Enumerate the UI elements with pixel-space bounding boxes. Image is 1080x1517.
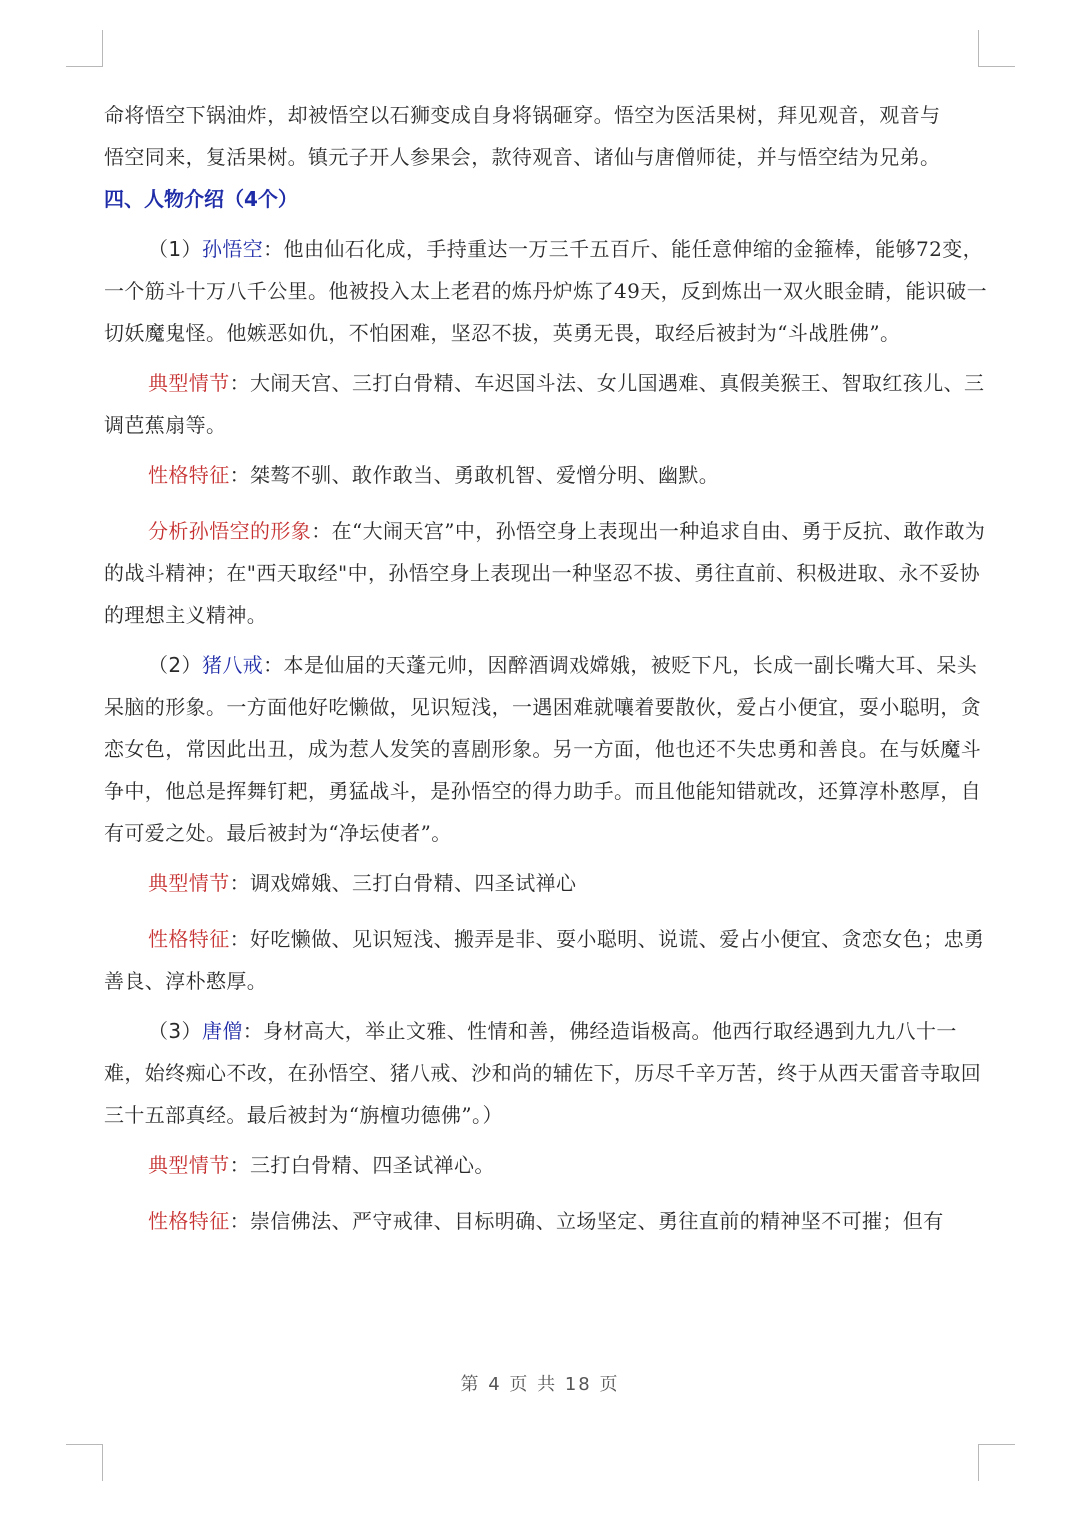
zhu-trait-paragraph	[104, 918, 990, 1002]
intro-line-1: 命将悟空下锅油炸，却被悟空以石狮变成自身将锅砸穿。悟空为医活果树，拜见观音，观音与	[104, 103, 941, 127]
zhu-name: 猪八戒	[201, 653, 264, 677]
crop-mark-top-left	[66, 30, 103, 67]
sun-colon: ：	[263, 237, 284, 261]
tang-trait-text: ：崇信佛法、严守戒律、目标明确、立场坚定、勇往直前的精神坚不可摧；但有	[229, 1209, 944, 1233]
intro-line-2: 悟空同来，复活果树。镇元子开人参果会，款待观音、诸仙与唐僧师徒，并与悟空结为兄弟。	[104, 145, 941, 169]
tang-plot-paragraph	[104, 1144, 990, 1186]
section-heading: 四、人物介绍（4个）	[104, 187, 298, 211]
tang-description: 身材高大，举止文雅、性情和善，佛经造诣极高。他西行取经遇到九九八十一难，始终痴心不改，在孙悟空、猪八戒、沙和尚的辅佐下，历尽千辛万苦，终于从西天雷音寺取回三十五部真经。最后被封为“旃檀功德佛”。）	[104, 1019, 982, 1127]
sun-trait-label: 性格特征	[148, 463, 230, 487]
tang-seng-paragraph	[104, 1010, 990, 1136]
tang-name: 唐僧	[201, 1019, 243, 1043]
sun-number: （1）	[148, 237, 202, 261]
crop-mark-bottom-left	[66, 1444, 103, 1481]
sun-trait-text: ：桀骜不驯、敢作敢当、勇敢机智、爱憎分明、幽默。	[229, 463, 720, 487]
sun-name: 孙悟空	[201, 237, 264, 261]
zhu-trait-text: ：好吃懒做、见识短浅、搬弄是非、耍小聪明、说谎、爱占小便宜、贪恋女色；忠勇善良、淳朴憨厚。	[104, 927, 985, 993]
zhu-colon: ：	[263, 653, 284, 677]
tang-trait-paragraph	[104, 1200, 990, 1242]
crop-mark-bottom-right	[978, 1444, 1015, 1481]
sun-plot-paragraph	[104, 362, 990, 446]
sun-plot-text: ：大闹天宫、三打白骨精、车迟国斗法、女儿国遇难、真假美猴王、智取红孩儿、三调芭蕉扇等。	[104, 371, 985, 437]
sun-trait-paragraph	[104, 454, 990, 496]
zhu-trait-label: 性格特征	[148, 927, 230, 951]
sun-analysis-text: ：在“大闹天宫”中，孙悟空身上表现出一种追求自由、勇于反抗、敢作敢为的战斗精神；在"西天取经"中，孙悟空身上表现出一种坚忍不拔、勇往直前、积极进取、永不妥协的理想主义精神。	[104, 519, 986, 627]
tang-plot-text: ：三打白骨精、四圣试禅心。	[229, 1153, 495, 1177]
tang-number: （3）	[148, 1019, 202, 1043]
sun-plot-label: 典型情节	[148, 371, 230, 395]
sun-wukong-paragraph	[104, 228, 990, 354]
zhu-number: （2）	[148, 653, 202, 677]
sun-analysis-paragraph	[104, 510, 990, 636]
tang-plot-label: 典型情节	[148, 1153, 230, 1177]
sun-description: 他由仙石化成，手持重达一万三千五百斤、能任意伸缩的金箍棒，能够72变，一个筋斗十万八千公里。他被投入太上老君的炼丹炉炼了49天，反到炼出一双火眼金睛，能识破一切妖魔鬼怪。他嫉恶如仇，不怕困难，坚忍不拔，英勇无畏，取经后被封为“斗战胜佛”。	[104, 237, 988, 345]
page-number-footer: 第 4 页 共 18 页	[460, 1374, 620, 1395]
tang-trait-label: 性格特征	[148, 1209, 230, 1233]
zhu-plot-text: ：调戏嫦娥、三打白骨精、四圣试禅心	[229, 871, 577, 895]
crop-mark-top-right	[978, 30, 1015, 67]
tang-colon: ：	[242, 1019, 264, 1043]
sun-analysis-label: 分析孙悟空的形象	[148, 519, 312, 543]
zhu-plot-paragraph	[104, 862, 990, 904]
zhu-plot-label: 典型情节	[148, 871, 230, 895]
zhu-bajie-paragraph	[104, 644, 990, 854]
zhu-description: 本是仙届的天蓬元帅，因醉酒调戏嫦娥，被贬下凡，长成一副长嘴大耳、呆头呆脑的形象。一方面他好吃懒做，见识短浅，一遇困难就嚷着要散伙，爱占小便宜，耍小聪明，贪恋女色，常因此出丑，成为惹人发笑的喜剧形象。另一方面，他也还不失忠勇和善良。在与妖魔斗争中，他总是挥舞钉耙，勇猛战斗，是孙悟空的得力助手。而且他能知错就改，还算淳朴憨厚，自有可爱之处。最后被封为“净坛使者”。	[104, 653, 982, 845]
page-content	[104, 94, 990, 1242]
